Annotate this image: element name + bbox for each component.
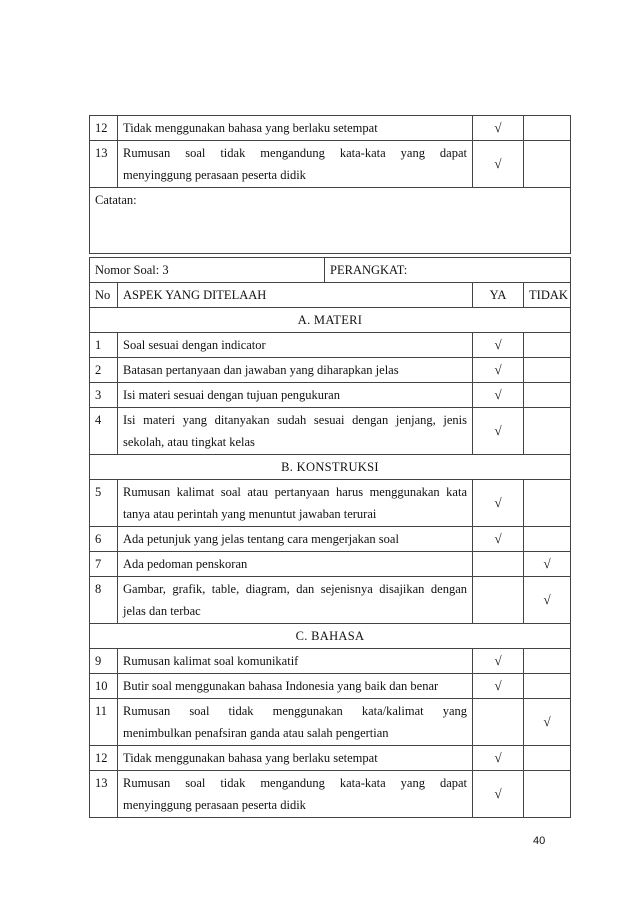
ya-check-cell: √: [473, 116, 524, 141]
ya-check-cell: √: [473, 649, 524, 674]
tidak-check-cell: [524, 358, 571, 383]
table-row: [90, 480, 571, 527]
table-row: [90, 408, 571, 455]
perangkat-cell: PERANGKAT:: [325, 258, 571, 283]
row-number: 4: [90, 408, 118, 455]
header-ya: YA: [473, 283, 524, 308]
row-aspek: [118, 408, 473, 455]
aspek-line-2: sekolah, atau tingkat kelas: [123, 435, 255, 449]
tidak-check-cell: [524, 674, 571, 699]
table-row: [90, 527, 571, 552]
table-row: [90, 116, 571, 141]
row-aspek: Tidak menggunakan bahasa yang berlaku setempat: [118, 746, 473, 771]
table-row: [90, 383, 571, 408]
table-header-row: [90, 283, 571, 308]
tidak-check-cell: [524, 333, 571, 358]
section-header-row: [90, 308, 571, 333]
review-table-soal-3: [89, 257, 571, 818]
catatan-row: [90, 188, 571, 254]
aspek-line-1: Gambar, grafik, table, diagram, dan sejenisnya disajikan dengan: [123, 582, 468, 596]
aspek-line-1: Rumusan soal tidak menggunakan kata/kalimat yang: [123, 704, 468, 718]
ya-check-cell: √: [473, 674, 524, 699]
row-number: 5: [90, 480, 118, 527]
tidak-check-cell: [524, 746, 571, 771]
aspek-line-2: menyinggung perasaan peserta didik: [123, 168, 306, 182]
ya-check-cell: √: [473, 383, 524, 408]
table-row: [90, 577, 571, 624]
row-number: 2: [90, 358, 118, 383]
row-aspek: Rumusan kalimat soal komunikatif: [118, 649, 473, 674]
aspek-line-1: Isi materi yang ditanyakan sudah sesuai dengan jenjang, jenis: [123, 413, 468, 427]
header-no: No: [90, 283, 118, 308]
row-aspek: Ada pedoman penskoran: [118, 552, 473, 577]
row-number: 9: [90, 649, 118, 674]
tidak-check-cell: [524, 527, 571, 552]
row-aspek: [118, 141, 473, 188]
table-row: [90, 771, 571, 818]
row-number: 8: [90, 577, 118, 624]
row-number: 12: [90, 116, 118, 141]
ya-check-cell: √: [473, 141, 524, 188]
main-table-body: [90, 258, 571, 818]
row-number: 10: [90, 674, 118, 699]
ya-check-cell: [473, 699, 524, 746]
table-row: [90, 649, 571, 674]
table-row: [90, 141, 571, 188]
row-number: 3: [90, 383, 118, 408]
row-aspek: [118, 480, 473, 527]
section-title: A. MATERI: [90, 308, 571, 333]
aspek-line-2: menyinggung perasaan peserta didik: [123, 798, 306, 812]
table-row: [90, 333, 571, 358]
tidak-check-cell: [524, 771, 571, 818]
row-number: 13: [90, 771, 118, 818]
ya-check-cell: √: [473, 480, 524, 527]
ya-check-cell: [473, 577, 524, 624]
table-meta-row: [90, 258, 571, 283]
tidak-check-cell: [524, 408, 571, 455]
aspek-line-1: Rumusan soal tidak mengandung kata-kata yang dapat: [123, 146, 467, 160]
ya-check-cell: √: [473, 527, 524, 552]
table-row: [90, 699, 571, 746]
row-aspek: Butir soal menggunakan bahasa Indonesia yang baik dan benar: [118, 674, 473, 699]
table-row: [90, 746, 571, 771]
tidak-check-cell: [524, 383, 571, 408]
top-table-body: [90, 116, 571, 254]
table-row: [90, 552, 571, 577]
ya-check-cell: [473, 552, 524, 577]
section-title: C. BAHASA: [90, 624, 571, 649]
section-title: B. KONSTRUKSI: [90, 455, 571, 480]
section-header-row: [90, 624, 571, 649]
row-number: 1: [90, 333, 118, 358]
table-row: [90, 674, 571, 699]
row-number: 12: [90, 746, 118, 771]
row-aspek: Ada petunjuk yang jelas tentang cara mengerjakan soal: [118, 527, 473, 552]
row-aspek: [118, 771, 473, 818]
row-aspek: [118, 577, 473, 624]
aspek-line-2: tanya atau perintah yang menuntut jawaban terurai: [123, 507, 377, 521]
ya-check-cell: √: [473, 408, 524, 455]
row-number: 13: [90, 141, 118, 188]
row-aspek: Tidak menggunakan bahasa yang berlaku setempat: [118, 116, 473, 141]
tidak-check-cell: [524, 116, 571, 141]
aspek-line-1: Rumusan kalimat soal atau pertanyaan harus menggunakan kata: [123, 485, 468, 499]
table-row: [90, 358, 571, 383]
tidak-check-cell: √: [524, 699, 571, 746]
ya-check-cell: √: [473, 746, 524, 771]
row-aspek: Soal sesuai dengan indicator: [118, 333, 473, 358]
aspek-line-2: menimbulkan penafsiran ganda atau salah pengertian: [123, 726, 389, 740]
catatan-cell: Catatan:: [90, 188, 571, 254]
header-tidak: TIDAK: [524, 283, 571, 308]
tidak-check-cell: [524, 649, 571, 674]
nomor-soal-cell: Nomor Soal: 3: [90, 258, 325, 283]
header-aspek: ASPEK YANG DITELAAH: [118, 283, 473, 308]
row-number: 11: [90, 699, 118, 746]
section-header-row: [90, 455, 571, 480]
tidak-check-cell: [524, 141, 571, 188]
page-number: 40: [533, 835, 546, 847]
tidak-check-cell: √: [524, 552, 571, 577]
tidak-check-cell: √: [524, 577, 571, 624]
row-aspek: Isi materi sesuai dengan tujuan pengukuran: [118, 383, 473, 408]
ya-check-cell: √: [473, 358, 524, 383]
tidak-check-cell: [524, 480, 571, 527]
ya-check-cell: √: [473, 771, 524, 818]
ya-check-cell: √: [473, 333, 524, 358]
row-aspek: [118, 699, 473, 746]
row-number: 7: [90, 552, 118, 577]
row-number: 6: [90, 527, 118, 552]
aspek-line-1: Rumusan soal tidak mengandung kata-kata yang dapat: [123, 776, 468, 790]
top-review-table: [89, 115, 571, 254]
row-aspek: Batasan pertanyaan dan jawaban yang diharapkan jelas: [118, 358, 473, 383]
aspek-line-2: jelas dan terbac: [123, 604, 201, 618]
